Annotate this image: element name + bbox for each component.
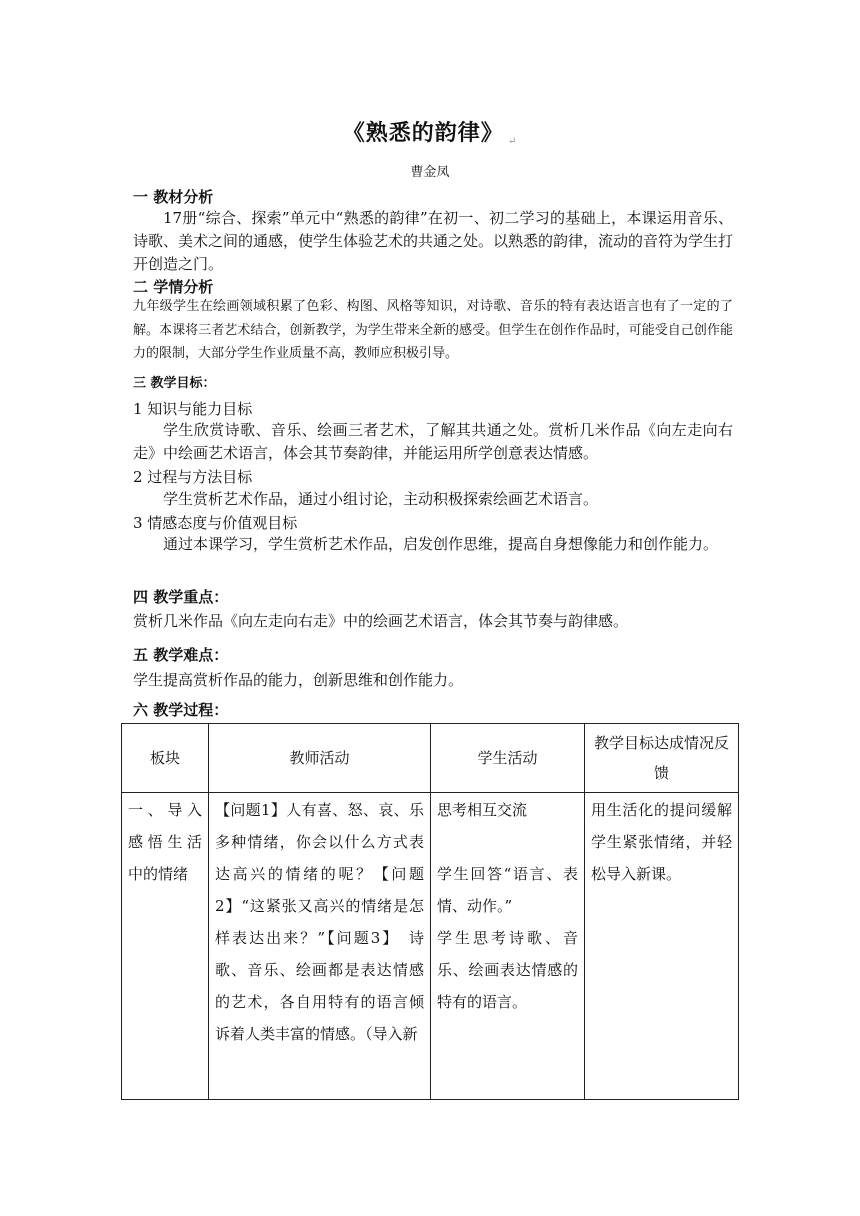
table-header-cell: 学生活动 (431, 724, 585, 793)
section-text-students: 九年级学生在绘画领域积累了色彩、构图、风格等知识，对诗歌、音乐的特有表达语言也有了一定的了解。本课将三者艺术结合，创新教学，为学生带来全新的感受。但学生在创作作品时，可能受自己创作能力的限制，大部分学生作业质量不高，教师应积极引导。 (133, 299, 733, 361)
student-activity-line: 思考相互交流 (437, 801, 528, 819)
goal2-title: 2 过程与方法目标 (133, 468, 253, 486)
goal2-text: 学生赏析艺术作品，通过小组讨论，主动积极探索绘画艺术语言。 (163, 490, 599, 508)
table-header-cell: 板块 (122, 724, 209, 793)
student-activity-line: 学生回答“语言、表情、动作。” (437, 865, 578, 915)
section-heading-process: 六 教学过程： (133, 701, 229, 719)
section-text-material: 17册“综合、探索”单元中“熟悉的韵律”在初一、初二学习的基础上，本课运用音乐、诗歌、美术之间的通感，使学生体验艺术的共通之处。以熟悉的韵律，流动的音符为学生打开创造之门。 (133, 209, 734, 273)
teaching-process-table (121, 723, 739, 1100)
section-heading-difficulty: 五 教学难点： (133, 646, 229, 664)
paragraph-mark-icon: ↵ (507, 136, 518, 147)
student-activity-line: 学生思考诗歌、音乐、绘画表达情感的特有的语言。 (437, 929, 578, 1011)
goal3-title: 3 情感态度与价值观目标 (133, 514, 298, 532)
section-heading-goals: 三 教学目标： (133, 376, 216, 391)
table-cell-feedback: 用生活化的提问缓解学生紧张情绪，并轻松导入新课。 (585, 793, 739, 1100)
table-cell-block: 一、导入感悟生活中的情绪 (122, 793, 209, 1100)
table-cell-teacher-activity: 【问题1】人有喜、怒、哀、乐多种情绪，你会以什么方式表达高兴的情绪的呢？【问题2】“这紧张又高兴的情绪是怎样表达出来？”【问题3】 诗歌、音乐、绘画都是表达情感的艺术，各自用特有的语言倾诉着人类丰富的情感。（导入新 (209, 793, 431, 1100)
table-header-cell: 教学目标达成情况反馈 (585, 724, 739, 793)
section-text-difficulty: 学生提高赏析作品的能力，创新思维和创作能力。 (133, 671, 464, 689)
table-row (122, 793, 739, 1100)
document-title: 《熟悉的韵律》 ↵ (342, 120, 518, 147)
goal1-title: 1 知识与能力目标 (133, 400, 253, 418)
section-heading-students: 二 学情分析 (133, 278, 214, 296)
author-name: 曹金凤 (410, 165, 450, 180)
goal1-text: 学生欣赏诗歌、音乐、绘画三者艺术，了解其共通之处。赏析几米作品《向左走向右走》中绘画艺术语言，体会其节奏韵律，并能运用所学创意表达情感。 (133, 421, 733, 462)
goal3-text: 通过本课学习，学生赏析艺术作品，启发创作思维，提高自身想像能力和创作能力。 (163, 535, 719, 553)
section-text-key-point: 赏析几米作品《向左走向右走》中的绘画艺术语言，体会其节奏与韵律感。 (133, 612, 629, 630)
table-header-row (122, 724, 739, 793)
section-heading-material: 一 教材分析 (133, 188, 214, 206)
table-header-cell: 教师活动 (209, 724, 431, 793)
section-heading-key-point: 四 教学重点： (133, 588, 229, 606)
table-cell-student-activity (431, 793, 585, 1100)
